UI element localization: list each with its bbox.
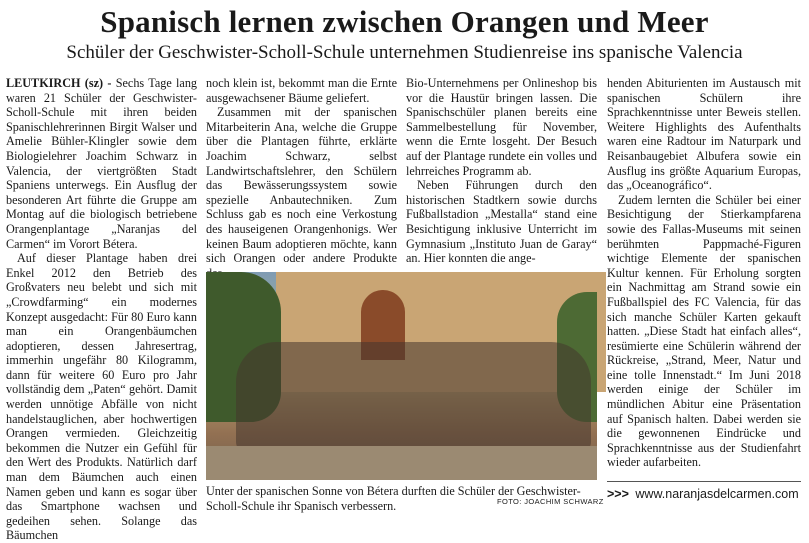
photo-credit: FOTO: JOACHIM SCHWARZ bbox=[497, 497, 604, 506]
column-4 bbox=[607, 76, 801, 470]
column-2 bbox=[206, 76, 397, 266]
paragraph: Zusammen mit der spanischen Mitarbeiterin Ana, welche die Gruppe über die Plantagen führte, erklärte Joachim Schwarz, selbst Landwirtschaftslehrer, den Schülern das Bewässerungssystem sowie spezielle Anbautechniken. Zum Schluss gab es noch eine Verkostung des hauseigenen Orangenhonigs. Wer keinen Baum adoptieren möchte, kann sich Orangen oder andere Produkte bbox=[206, 105, 397, 266]
paragraph bbox=[6, 76, 197, 251]
weblink-url[interactable]: www.naranjasdelcarmen.com bbox=[635, 487, 799, 501]
photo-student-group bbox=[236, 342, 591, 452]
photo-ground bbox=[206, 446, 597, 480]
arrow-icon: >>> bbox=[607, 487, 629, 501]
paragraph-text: Sechs Tage lang waren 21 Schüler der Geschwister-Scholl-Schule mit ihren beiden Spanischlehrerinnen Birgit Walser und Amelie Bühler-Klingler sowie dem Biologielehrer Joachim Schwarz in Valencia, der viertgrößten Stadt Spaniens unterwegs. Ein Ausflug der besonderen Art führte die Gruppe am Montag auf die biologisch betriebene Orangenplantage „Naranjas del Carmen“ im Vorort Bétera. bbox=[6, 76, 198, 251]
paragraph: Auf dieser Plantage haben drei Enkel 2012 den Betrieb des Großvaters neu belebt und sich mit „Crowdfarming“ ein modernes Konzept ausgedacht: Für 80 Euro kann man ein Orangenbäumchen adoptieren, dessen Jahresertrag, immerhin ungefähr 80 Kilogramm, dann für weitere 60 Euro pro Jahr vollständig dem „Paten“ gehört. Damit werden unnötige Abfälle von nicht handelstauglichen, aber hochwertigen Orangen vermieden. Gleichzeitig bekommen die Nutzer ein Gefühl für den Wert des Produkts. Natürlich darf man dem Bäumchen auch einen Namen geben und kann es sogar über das Smartphone wachsen und gedeihen sehen. Solange das Bäumchen bbox=[6, 251, 197, 543]
column-1 bbox=[6, 76, 197, 543]
photo-caption: Unter der spanischen Sonne von Bétera durften die Schüler der Geschwister-Scholl-Schule ihr Spanisch verbessern. bbox=[206, 484, 581, 513]
column-3 bbox=[406, 76, 597, 266]
group-photo bbox=[206, 272, 597, 480]
paragraph: Bio-Unternehmens per Onlineshop bis vor die Haustür bringen lassen. Die Spanischschüler planen bereits eine Sammelbestellung für November, wenn die Ernte losgeht. Der Besuch auf der Plantage rundete ein volles und lehrreiches Programm ab. bbox=[406, 76, 597, 178]
paragraph: henden Abiturienten im Austausch mit spanischen Schülern ihre Sprachkenntnisse unter Beweis stellen. Weitere Highlights des Aufenthalts waren eine Radtour im Naturpark und Reisanbaugebiet Albufera sowie ein Ausflug ins größte Aquarium Europas, das „Oceanográfico“. bbox=[607, 76, 801, 193]
paragraph: Zudem lernten die Schüler bei einer Besichtigung der Stierkampfarena sowie des Fallas-Museums mit seinen berühmten Pappmaché-Figuren wichtige Elemente der spanischen Kultur kennen. Für Erholung sorgten ein Nachmittag am Strand sowie ein Fußballspiel des FC Valencia, für das sich manche Schüler Karten gekauft hatten. „Diese Stadt hat einfach alles“, resümierte eine Schülerin während der Rückreise, „Strand, Meer, Natur und eine tolle Innenstadt.“ Im Juni 2018 werden einige der Schüler im mündlichen Abitur eine Präsentation auf Spanisch halten. Dabei werden sie die gewonnenen Eindrücke und Sprachkenntnisse aus der Studienfahrt wieder aufarbeiten. bbox=[607, 192, 801, 470]
headline: Spanisch lernen zwischen Orangen und Meer bbox=[100, 4, 709, 39]
subheadline: Schüler der Geschwister-Scholl-Schule unternehmen Studienreise ins spanische Valencia bbox=[66, 42, 743, 63]
paragraph: noch klein ist, bekommt man die Ernte ausgewachsener Bäume geliefert. bbox=[206, 76, 397, 105]
paragraph: Neben Führungen durch den historischen Stadtkern sowie durchs Fußballstadion „Mestalla“ stand eine Besichtigung inklusive Unterricht im Gymnasium „Instituto Juan de Garay“ an. Hier konnten die ange- bbox=[406, 178, 597, 266]
dateline: LEUTKIRCH (sz) - bbox=[6, 76, 112, 90]
weblink[interactable] bbox=[607, 481, 801, 506]
